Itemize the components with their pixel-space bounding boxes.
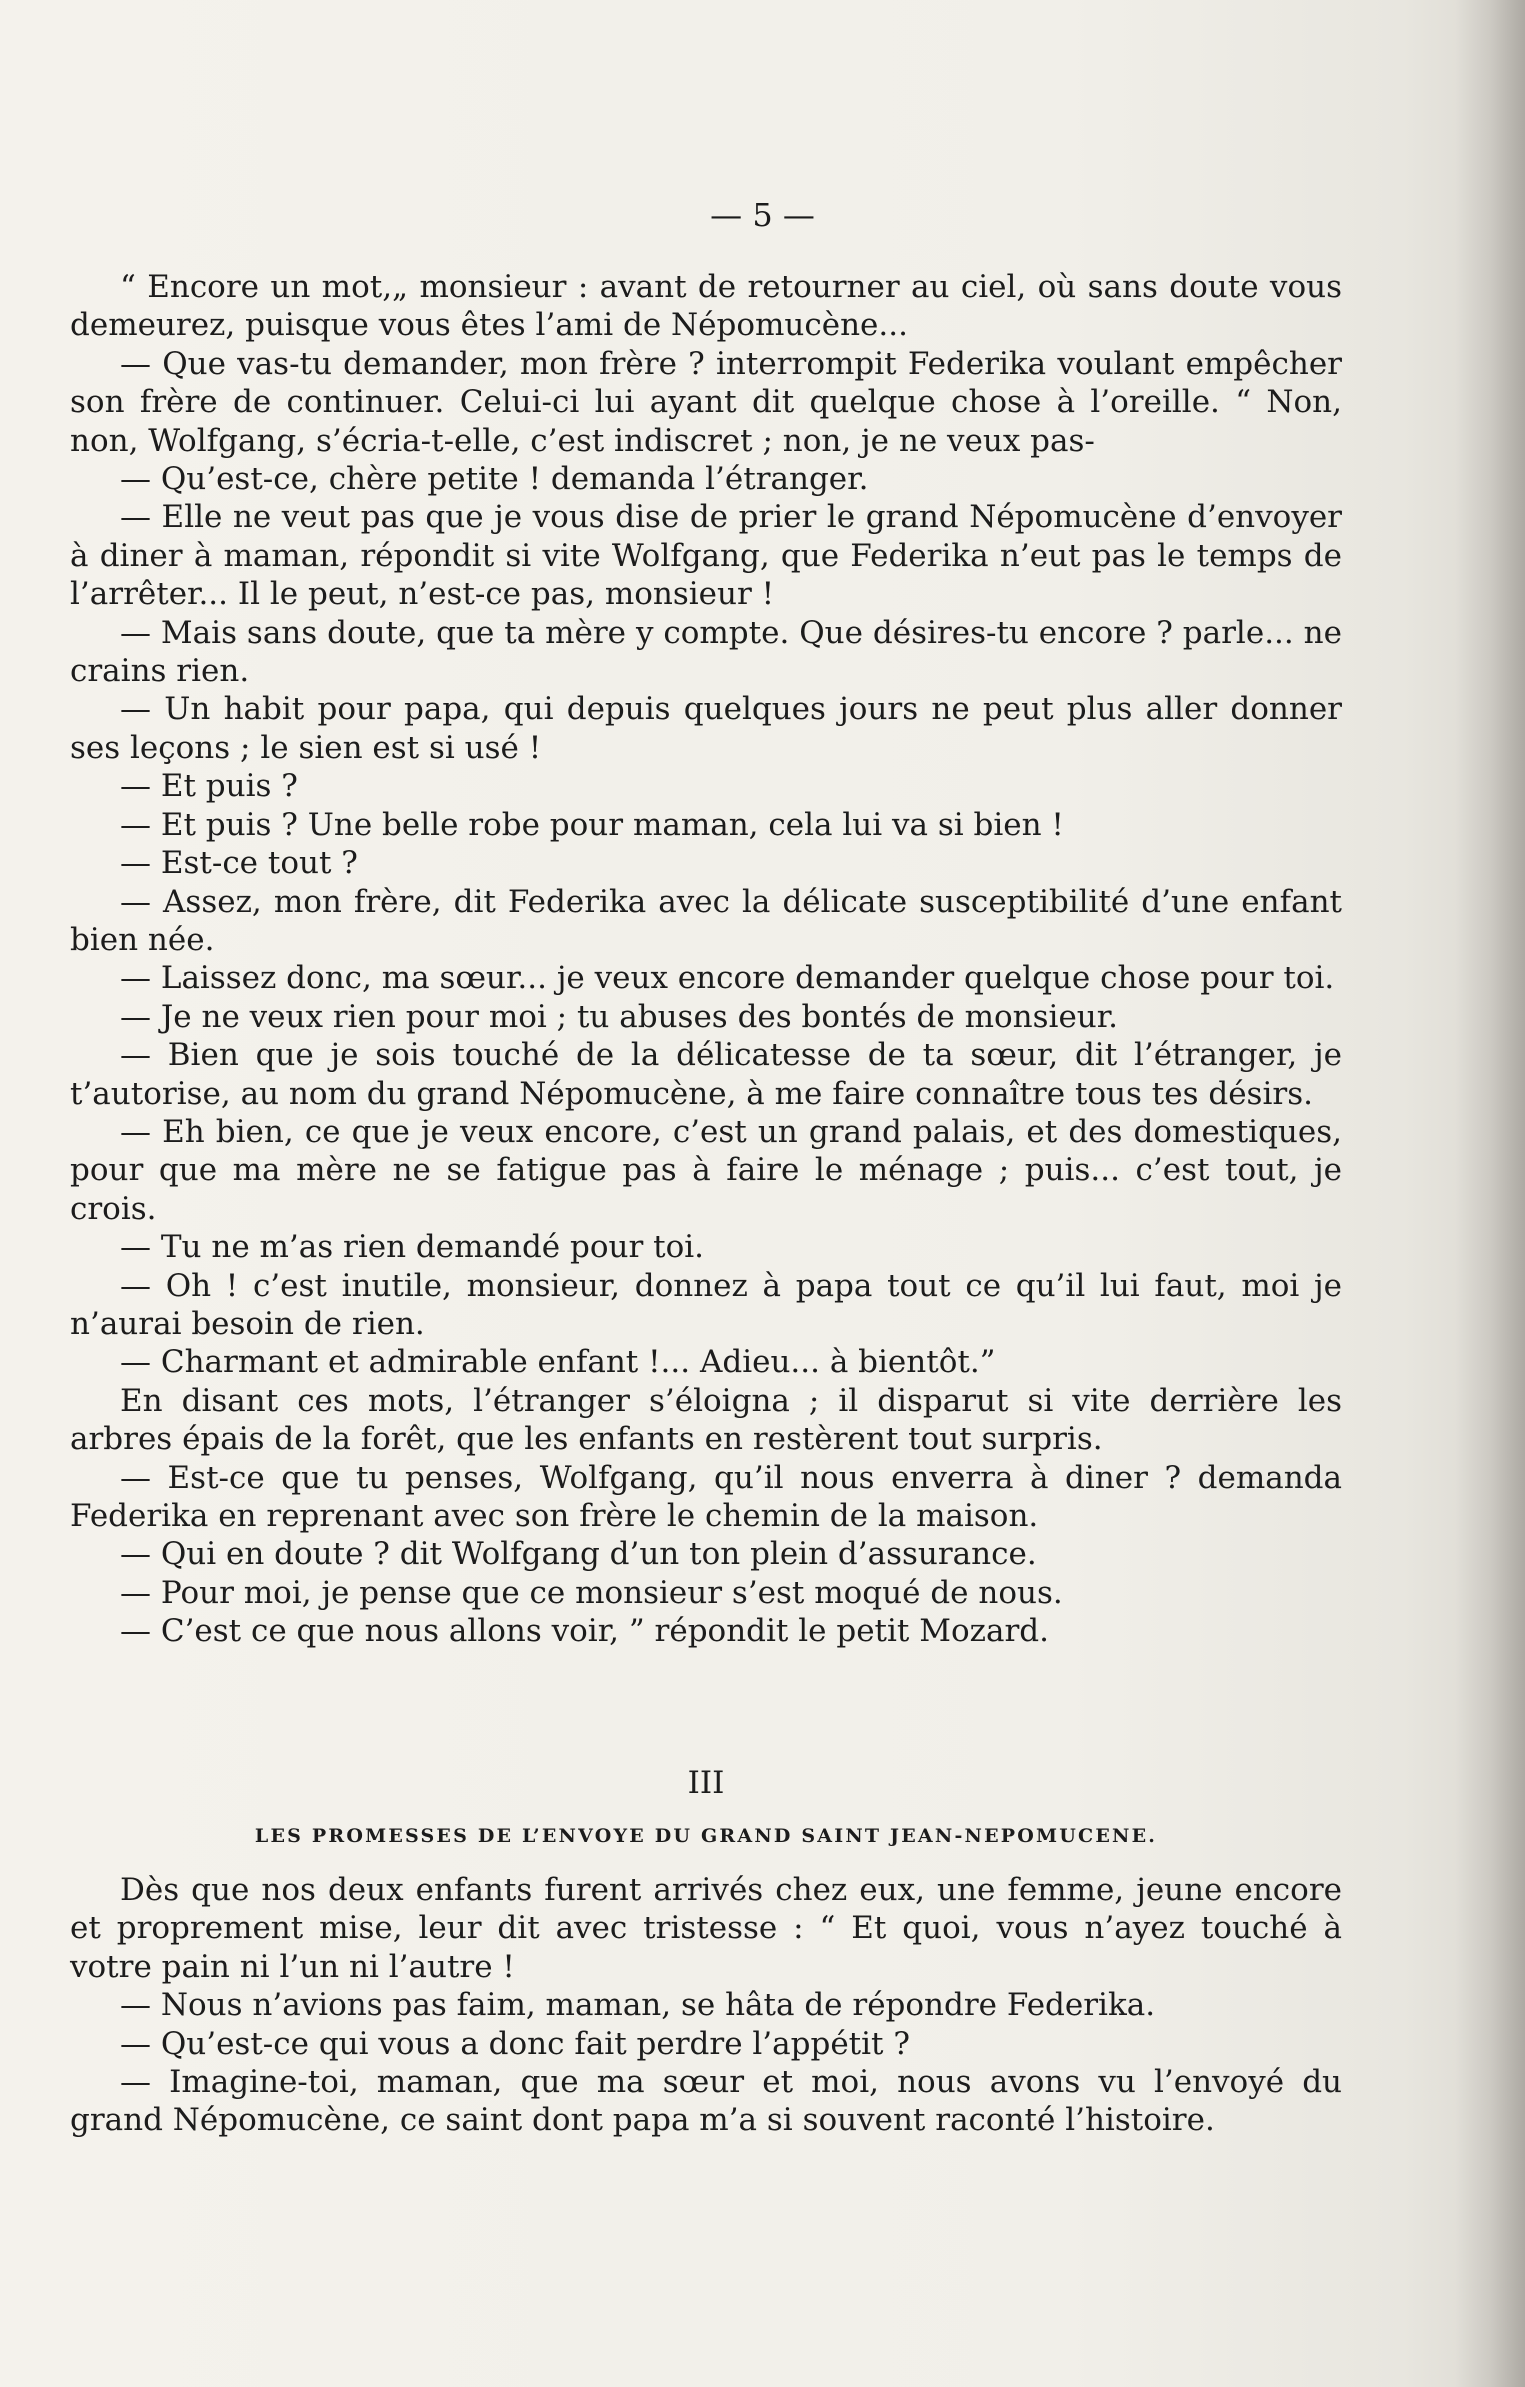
paragraph: — Et puis ? Une belle robe pour maman, cela lui va si bien ! bbox=[120, 806, 1064, 843]
paragraph: — Imagine-toi, maman, que ma sœur et moi, nous avons vu l’envoyé du grand Népomucène, ce saint dont papa m’a si souvent raconté l’histoire. bbox=[70, 2064, 1342, 2139]
paragraph: — Tu ne m’as rien demandé pour toi. bbox=[120, 1229, 705, 1266]
paragraph: Dès que nos deux enfants furent arrivés chez eux, une femme, jeune encore et proprement mise, leur dit avec tristesse : “ Et quoi, vous n’ayez touché à votre pain ni l’un ni l’autre ! bbox=[70, 1872, 1342, 1985]
paragraph: — Que vas-tu demander, mon frère ? interrompit Federika voulant empêcher son frère de continuer. Celui-ci lui ayant dit quelque chose à l’oreille. “ Non, non, Wolfgang, s’écria-t-elle, c’est indiscret ; non, je ne veux pas- bbox=[70, 345, 1342, 459]
section-three bbox=[70, 1763, 1342, 2140]
paragraph: — Mais sans doute, que ta mère y compte. Que désires-tu encore ? parle... ne crains rien. bbox=[70, 614, 1342, 690]
section-text bbox=[70, 1871, 1342, 2140]
section-title: LES PROMESSES DE L’ENVOYE DU GRAND SAINT JEAN-NEPOMUCENE. bbox=[254, 1825, 1158, 1847]
chapter-text bbox=[70, 268, 1342, 1651]
paragraph: — Laissez donc, ma sœur... je veux encore demander quelque chose pour toi. bbox=[120, 960, 1335, 997]
paragraph: En disant ces mots, l’étranger s’éloigna ; il disparut si vite derrière les arbres épais de la forêt, que les enfants en restèrent tout surpris. bbox=[70, 1382, 1342, 1458]
paragraph: — Et puis ? bbox=[120, 768, 298, 805]
paragraph: — Qu’est-ce, chère petite ! demanda l’étranger. bbox=[120, 461, 869, 498]
paragraph: — Est-ce tout ? bbox=[120, 845, 358, 882]
paragraph: — Charmant et admirable enfant !... Adieu... à bientôt.” bbox=[120, 1344, 996, 1381]
paragraph: — C’est ce que nous allons voir, ” répondit le petit Mozard. bbox=[120, 1613, 1049, 1650]
paragraph: — Eh bien, ce que je veux encore, c’est un grand palais, et des domestiques, pour que ma mère ne se fatigue pas à faire le ménage ; puis... c’est tout, je crois. bbox=[70, 1113, 1342, 1227]
page-number: — 5 — bbox=[710, 196, 815, 234]
paragraph: — Pour moi, je pense que ce monsieur s’est moqué de nous. bbox=[120, 1574, 1063, 1611]
paragraph: — Je ne veux rien pour moi ; tu abuses des bontés de monsieur. bbox=[120, 998, 1119, 1035]
paragraph: — Oh ! c’est inutile, monsieur, donnez à papa tout ce qu’il lui faut, moi je n’aurai besoin de rien. bbox=[70, 1267, 1342, 1342]
paragraph: — Bien que je sois touché de la délicatesse de ta sœur, dit l’étranger, je t’autorise, au nom du grand Népomucène, à me faire connaître tous tes désirs. bbox=[70, 1037, 1342, 1112]
paragraph: — Assez, mon frère, dit Federika avec la délicate susceptibilité d’une enfant bien née. bbox=[70, 883, 1342, 958]
paragraph: — Est-ce que tu penses, Wolfgang, qu’il nous enverra à diner ? demanda Federika en reprenant avec son frère le chemin de la maison. bbox=[70, 1459, 1342, 1534]
paragraph: — Qui en doute ? dit Wolfgang d’un ton plein d’assurance. bbox=[120, 1536, 1037, 1573]
section-number: III bbox=[687, 1765, 725, 1801]
page-edge-shadow bbox=[1455, 0, 1525, 2387]
paragraph: “ Encore un mot,„ monsieur : avant de retourner au ciel, où sans doute vous demeurez, puisque vous êtes l’ami de Népomucène... bbox=[70, 269, 1342, 344]
paragraph: — Nous n’avions pas faim, maman, se hâta de répondre Federika. bbox=[120, 1987, 1156, 2024]
paragraph: — Qu’est-ce qui vous a donc fait perdre l’appétit ? bbox=[120, 2025, 910, 2062]
paragraph: — Elle ne veut pas que je vous dise de prier le grand Népomucène d’envoyer à diner à maman, répondit si vite Wolfgang, que Federika n’eut pas le temps de l’arrêter... Il le peut, n’est-ce pas, monsieur ! bbox=[70, 499, 1342, 613]
paragraph: — Un habit pour papa, qui depuis quelques jours ne peut plus aller donner ses leçons ; le sien est si usé ! bbox=[70, 691, 1342, 766]
